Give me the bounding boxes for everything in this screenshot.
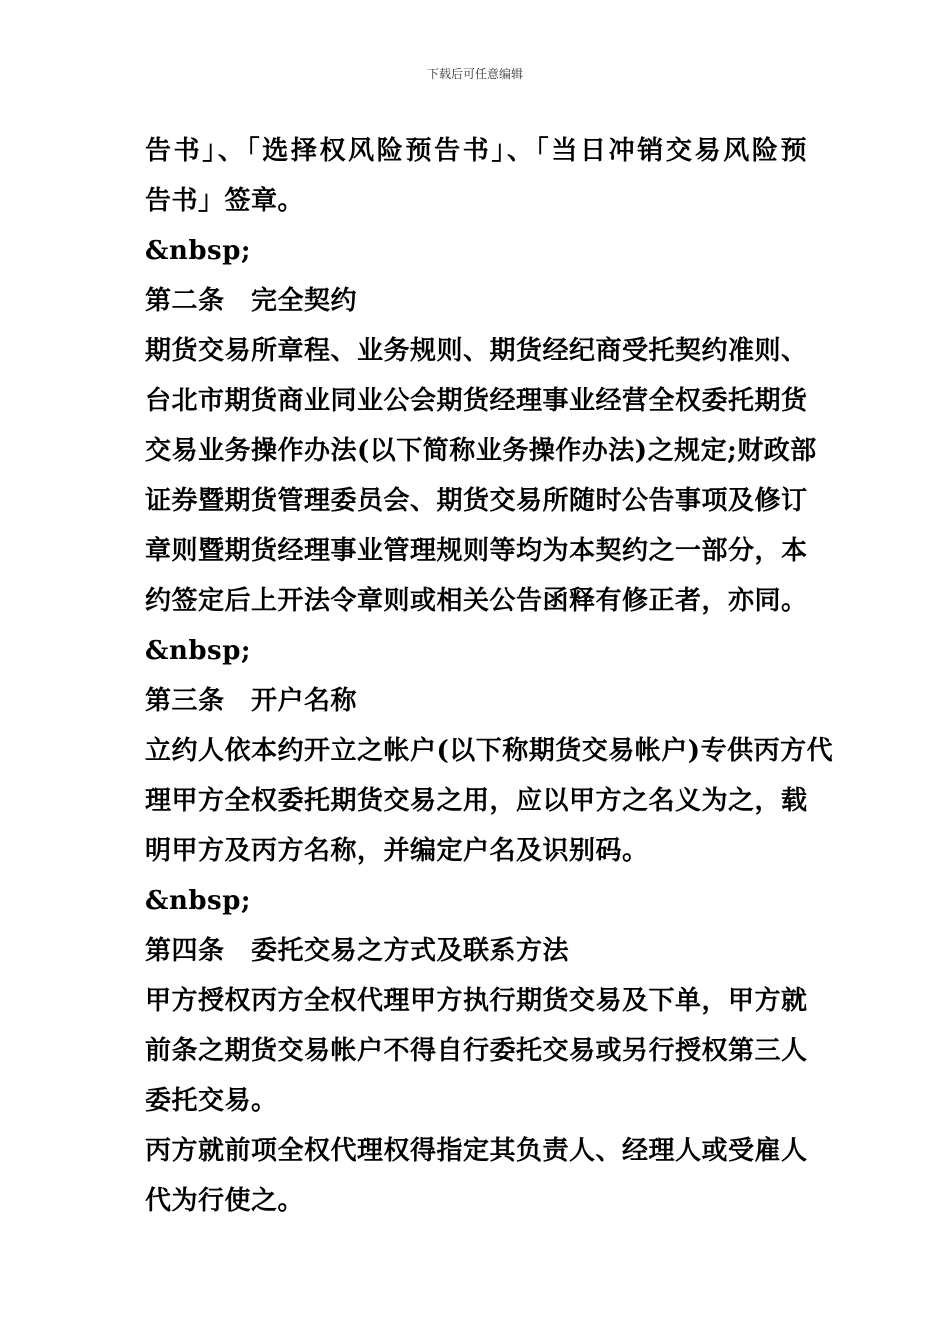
text-line: 代为行使之。	[145, 1186, 305, 1216]
text-line: 甲方授权丙方全权代理甲方执行期货交易及下单，甲方就	[145, 986, 808, 1016]
text-line: 证券暨期货管理委员会、期货交易所随时公告事项及修订	[145, 486, 808, 516]
page-header: 下载后可任意编辑	[426, 67, 523, 81]
text-line: 前条之期货交易帐户不得自行委托交易或另行授权第三人	[145, 1036, 808, 1066]
text-line: 理甲方全权委托期货交易之用，应以甲方之名义为之，载	[145, 786, 808, 816]
text-line: 约签定后上开法令章则或相关公告函释有修正者，亦同。	[145, 586, 808, 616]
text-line: &nbsp;	[145, 236, 251, 266]
text-line: 明甲方及丙方名称，并编定户名及识别码。	[145, 836, 649, 866]
text-line: 第四条 委托交易之方式及联系方法	[145, 936, 570, 966]
text-line: 交易业务操作办法(以下简称业务操作办法)之规定;财政部	[145, 436, 817, 466]
text-line: 期货交易所章程、业务规则、期货经纪商受托契约准则、	[145, 336, 808, 366]
text-line: 台北市期货商业同业公会期货经理事业经营全权委托期货	[145, 386, 808, 416]
text-line: 告书」签章。	[145, 186, 305, 216]
text-line: 章则暨期货经理事业管理规则等均为本契约之一部分，本	[145, 536, 808, 566]
text-line: &nbsp;	[145, 636, 251, 666]
text-line: 告书」、「选择权风险预告书」、「当日冲销交易风险预	[145, 136, 807, 166]
document-body	[145, 126, 834, 1226]
text-line: 委托交易。	[145, 1086, 278, 1116]
text-line: &nbsp;	[145, 886, 251, 916]
text-line: 立约人依本约开立之帐户(以下称期货交易帐户)专供丙方代	[145, 736, 834, 766]
text-line: 丙方就前项全权代理权得指定其负责人、经理人或受雇人	[145, 1136, 808, 1166]
text-line: 第二条 完全契约	[145, 286, 358, 316]
text-line: 第三条 开户名称	[145, 686, 358, 716]
